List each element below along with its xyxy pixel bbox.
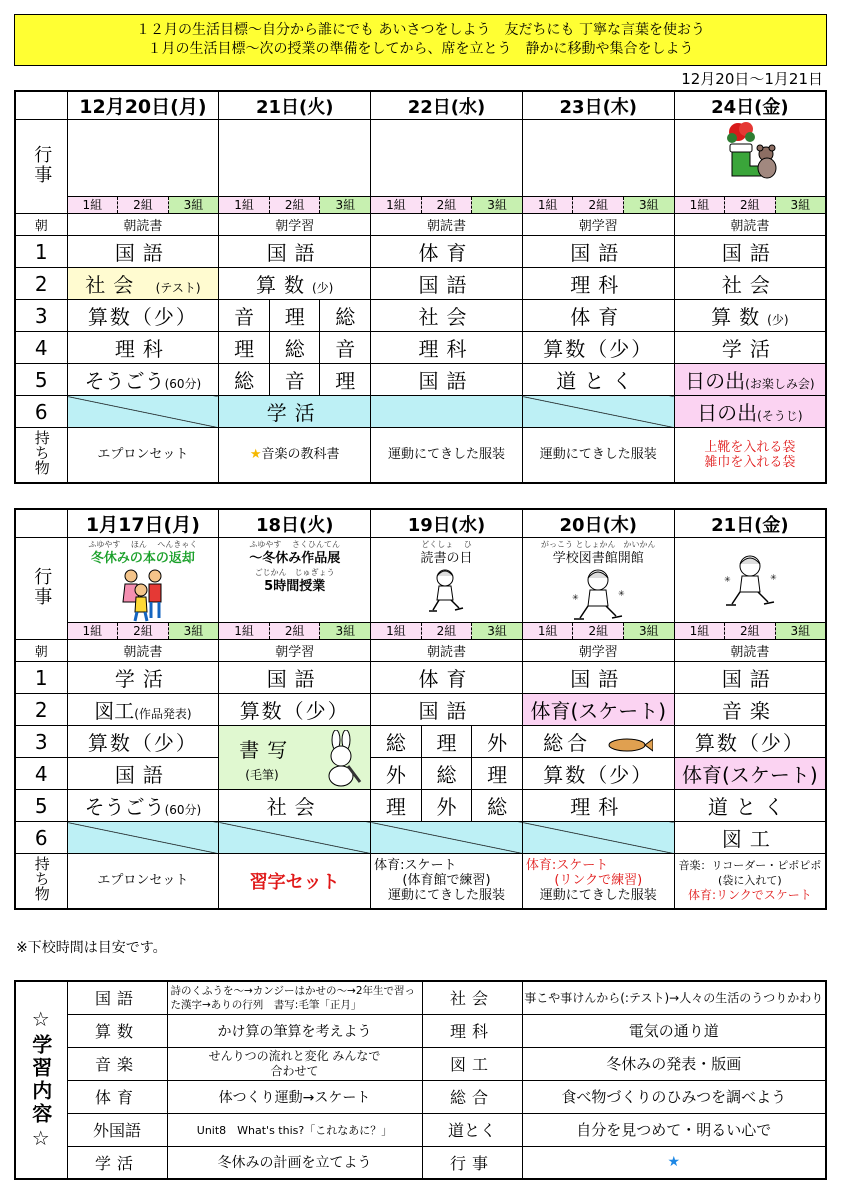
period-cell: 日の出(そうじ) bbox=[674, 396, 826, 428]
day-header: 22日(水) bbox=[371, 91, 523, 120]
period-cell: 算数（少） bbox=[67, 726, 219, 758]
event-cell: ふゆやす ほん へんきゃく 冬休みの本の返却 bbox=[67, 538, 219, 623]
subject-name: 図工 bbox=[422, 1047, 522, 1080]
period-cell: 算数（少） bbox=[67, 300, 219, 332]
subject-content: 冬休みの計画を立てよう bbox=[167, 1146, 422, 1179]
subject-name: 理科 bbox=[422, 1014, 522, 1047]
group-labels: 1組 2組 3組 bbox=[674, 197, 826, 214]
subject-name: 行事 bbox=[422, 1146, 522, 1179]
period-cell: 日の出(お楽しみ会) bbox=[674, 364, 826, 396]
group-labels: 1組 2組 3組 bbox=[522, 197, 674, 214]
period-cell: 国語 bbox=[674, 662, 826, 694]
period-cell: 国語 bbox=[371, 694, 523, 726]
period-cell-empty bbox=[522, 396, 674, 428]
skater-girl-icon bbox=[566, 566, 630, 622]
period-cell-split: 総 理 外 bbox=[371, 726, 523, 758]
event-cell: ふゆやす さくひんてん ～冬休み作品展 ごじかん じゅぎょう 5時間授業 bbox=[219, 538, 371, 623]
period-cell-split: 理 外 総 bbox=[371, 790, 523, 822]
period-cell: 国語 bbox=[371, 364, 523, 396]
subject-content: 電気の通り道 bbox=[522, 1014, 826, 1047]
bring-cell: 上靴を入れる袋 雑巾を入れる袋 bbox=[674, 428, 826, 483]
group-labels: 1組 2組 3組 bbox=[371, 623, 523, 640]
bring-cell: エプロンセット bbox=[67, 854, 219, 909]
svg-text:✳: ✳ bbox=[572, 593, 579, 602]
bring-cell: エプロンセット bbox=[67, 428, 219, 483]
svg-text:✳: ✳ bbox=[769, 573, 777, 582]
period-label: 4 bbox=[15, 332, 67, 364]
period-label: 3 bbox=[15, 300, 67, 332]
group-labels: 1組 2組 3組 bbox=[371, 197, 523, 214]
svg-text:✳: ✳ bbox=[723, 575, 731, 584]
period-cell-calligraphy: 書写 (毛筆) bbox=[219, 726, 371, 790]
group-labels: 1組 2組 3組 bbox=[219, 623, 371, 640]
period-cell: 国語 bbox=[522, 662, 674, 694]
morning-label: 朝 bbox=[15, 214, 67, 236]
christmas-boot-icon bbox=[720, 120, 780, 182]
bring-label: 持ち物 bbox=[15, 428, 67, 483]
subject-content: かけ算の筆算を考えよう bbox=[167, 1014, 422, 1047]
period-cell: 算数(少) bbox=[674, 300, 826, 332]
day-header: 21日(金) bbox=[674, 509, 826, 538]
event-cell-christmas bbox=[674, 120, 826, 197]
subject-name: 総合 bbox=[422, 1080, 522, 1113]
period-cell: 理科 bbox=[522, 268, 674, 300]
subject-content: 食べ物づくりのひみつを調べよう bbox=[522, 1080, 826, 1113]
subject-name: 社会 bbox=[422, 981, 522, 1014]
corner-cell bbox=[15, 91, 67, 120]
children-playing-icon bbox=[111, 566, 175, 622]
day-header: 20日(木) bbox=[522, 509, 674, 538]
morning-cell: 朝読書 bbox=[371, 214, 523, 236]
period-cell-split: 音 理 総 bbox=[219, 300, 371, 332]
group-labels: 1組 2組 3組 bbox=[674, 623, 826, 640]
star-icon: ★ bbox=[522, 1146, 826, 1179]
period-cell: 算数（少） bbox=[522, 758, 674, 790]
period-cell-empty bbox=[219, 822, 371, 854]
rabbit-brush-icon bbox=[320, 730, 364, 788]
period-cell: 学活 bbox=[674, 332, 826, 364]
period-cell: 社会 bbox=[219, 790, 371, 822]
period-cell: 体育 bbox=[371, 236, 523, 268]
period-label: 3 bbox=[15, 726, 67, 758]
bring-cell: 体育:スケート (リンクで練習) 運動にてきした服装 bbox=[522, 854, 674, 909]
period-cell: 算数（少） bbox=[522, 332, 674, 364]
period-cell: 国語 bbox=[371, 268, 523, 300]
dismissal-note: ※下校時間は目安です。 bbox=[16, 940, 167, 956]
date-range: 12月20日～1月21日 bbox=[681, 70, 823, 88]
period-cell: 算数(少) bbox=[219, 268, 371, 300]
period-cell: 国語 bbox=[67, 758, 219, 790]
learning-content-label: ☆学習内容☆ bbox=[15, 981, 67, 1179]
subject-name: 算数 bbox=[67, 1014, 167, 1047]
event-label: 行事 bbox=[15, 538, 67, 640]
period-label: 5 bbox=[15, 790, 67, 822]
bring-cell: 運動にてきした服装 bbox=[371, 428, 523, 483]
bring-cell: 運動にてきした服装 bbox=[522, 428, 674, 483]
skater-girl-icon bbox=[421, 566, 471, 614]
event-cell bbox=[522, 120, 674, 197]
period-cell: 体育 bbox=[522, 300, 674, 332]
period-cell: そうごう(60分) bbox=[67, 790, 219, 822]
period-cell-empty bbox=[371, 822, 523, 854]
period-cell-split: 外 総 理 bbox=[371, 758, 523, 790]
period-label: 6 bbox=[15, 822, 67, 854]
period-cell: 国語 bbox=[674, 236, 826, 268]
period-cell: 算数（少） bbox=[219, 694, 371, 726]
day-header: 21日(火) bbox=[219, 91, 371, 120]
period-label: 2 bbox=[15, 694, 67, 726]
period-cell: 学活 bbox=[67, 662, 219, 694]
morning-label: 朝 bbox=[15, 640, 67, 662]
day-header: 18日(火) bbox=[219, 509, 371, 538]
morning-cell: 朝学習 bbox=[219, 214, 371, 236]
subject-content: 冬休みの発表・版画 bbox=[522, 1047, 826, 1080]
period-cell: 道とく bbox=[674, 790, 826, 822]
subject-content: 体つくり運動→スケート bbox=[167, 1080, 422, 1113]
subject-name: 体育 bbox=[67, 1080, 167, 1113]
period-cell: 学活 bbox=[219, 396, 371, 428]
subject-name: 道とく bbox=[422, 1113, 522, 1146]
subject-content: Unit8 What's this?「これなあに？」 bbox=[167, 1113, 422, 1146]
event-cell: どくしょ ひ 読書の日 bbox=[371, 538, 523, 623]
group-labels: 1組 2組 3組 bbox=[67, 197, 219, 214]
period-cell-empty bbox=[67, 822, 219, 854]
period-cell: 国語 bbox=[67, 236, 219, 268]
skater-girl-icon bbox=[718, 542, 782, 612]
period-cell: 国語 bbox=[219, 236, 371, 268]
january-goal: １月の生活目標～次の授業の準備をしてから、席を立とう 静かに移動や集合をしよう bbox=[147, 41, 694, 57]
period-label: 2 bbox=[15, 268, 67, 300]
svg-text:✳: ✳ bbox=[618, 589, 625, 598]
morning-cell: 朝読書 bbox=[67, 214, 219, 236]
period-cell: 音楽 bbox=[674, 694, 826, 726]
december-goal: １２月の生活目標～自分から誰にでも あいさつをしよう 友だちにも 丁寧な言葉を使おう bbox=[136, 22, 705, 38]
learning-content-table bbox=[14, 980, 827, 1180]
morning-cell: 朝学習 bbox=[522, 640, 674, 662]
subject-content: 事こや事けんから(:テスト)→人々の生活のうつりかわり bbox=[522, 981, 826, 1014]
week1-schedule bbox=[14, 90, 827, 484]
subject-name: 国語 bbox=[67, 981, 167, 1014]
period-cell-empty bbox=[522, 822, 674, 854]
period-cell: 総合 bbox=[522, 726, 674, 758]
subject-content: せんりつの流れと変化 みんなで合わせて bbox=[167, 1047, 422, 1080]
day-header: 1月17日(月) bbox=[67, 509, 219, 538]
subject-name: 音楽 bbox=[67, 1047, 167, 1080]
day-header: 12月20日(月) bbox=[67, 91, 219, 120]
period-cell: 国語 bbox=[522, 236, 674, 268]
group-labels: 1組 2組 3組 bbox=[67, 623, 219, 640]
morning-cell: 朝学習 bbox=[219, 640, 371, 662]
day-header: 19日(水) bbox=[371, 509, 523, 538]
period-cell: 図工(作品発表) bbox=[67, 694, 219, 726]
subject-content: 自分を見つめて・明るい心で bbox=[522, 1113, 826, 1146]
period-label: 1 bbox=[15, 662, 67, 694]
period-cell: 体育 bbox=[371, 662, 523, 694]
event-label: 行事 bbox=[15, 120, 67, 214]
morning-cell: 朝学習 bbox=[522, 214, 674, 236]
period-cell-empty bbox=[67, 396, 219, 428]
event-cell bbox=[371, 120, 523, 197]
period-cell: 図工 bbox=[674, 822, 826, 854]
bring-label: 持ち物 bbox=[15, 854, 67, 909]
period-cell: そうごう(60分) bbox=[67, 364, 219, 396]
bring-cell: ★音楽の教科書 bbox=[219, 428, 371, 483]
day-header: 24日(金) bbox=[674, 91, 826, 120]
period-cell: 社会 bbox=[674, 268, 826, 300]
subject-content: 詩のくふうを～→カンジーはかせの～→2年生で習った漢字→ありの行列 書写:毛筆「正月」 bbox=[167, 981, 422, 1014]
period-cell: 理科 bbox=[67, 332, 219, 364]
period-cell: 道とく bbox=[522, 364, 674, 396]
period-cell-empty bbox=[371, 396, 523, 428]
event-cell: がっこう としょかん かいかん 学校図書館開館 ✳ ✳ bbox=[522, 538, 674, 623]
period-label: 1 bbox=[15, 236, 67, 268]
event-cell bbox=[674, 538, 826, 623]
period-cell: 体育(スケート) bbox=[674, 758, 826, 790]
bring-cell: 習字セット bbox=[219, 854, 371, 909]
monthly-goals bbox=[14, 14, 827, 66]
period-cell: 国語 bbox=[219, 662, 371, 694]
event-cell bbox=[67, 120, 219, 197]
week2-schedule bbox=[14, 508, 827, 910]
corner-cell bbox=[15, 509, 67, 538]
group-labels: 1組 2組 3組 bbox=[219, 197, 371, 214]
morning-cell: 朝読書 bbox=[674, 214, 826, 236]
morning-cell: 朝読書 bbox=[674, 640, 826, 662]
period-label: 4 bbox=[15, 758, 67, 790]
period-label: 6 bbox=[15, 396, 67, 428]
bring-cell: 体育:スケート (体育館で練習) 運動にてきした服装 bbox=[371, 854, 523, 909]
period-cell: 理科 bbox=[371, 332, 523, 364]
period-cell: 社会 (テスト) bbox=[67, 268, 219, 300]
subject-name: 学活 bbox=[67, 1146, 167, 1179]
group-labels: 1組 2組 3組 bbox=[522, 623, 674, 640]
bring-cell: 音楽：リコーダー・ピポピポ (袋に入れて) 体育:リンクでスケート bbox=[674, 854, 826, 909]
subject-name: 外国語 bbox=[67, 1113, 167, 1146]
morning-cell: 朝読書 bbox=[371, 640, 523, 662]
period-label: 5 bbox=[15, 364, 67, 396]
period-cell: 社会 bbox=[371, 300, 523, 332]
period-cell: 算数（少） bbox=[674, 726, 826, 758]
event-cell bbox=[219, 120, 371, 197]
period-cell-split: 理 総 音 bbox=[219, 332, 371, 364]
fish-icon bbox=[607, 737, 653, 753]
period-cell: 理科 bbox=[522, 790, 674, 822]
period-cell-split: 総 音 理 bbox=[219, 364, 371, 396]
day-header: 23日(木) bbox=[522, 91, 674, 120]
morning-cell: 朝読書 bbox=[67, 640, 219, 662]
period-cell: 体育(スケート) bbox=[522, 694, 674, 726]
